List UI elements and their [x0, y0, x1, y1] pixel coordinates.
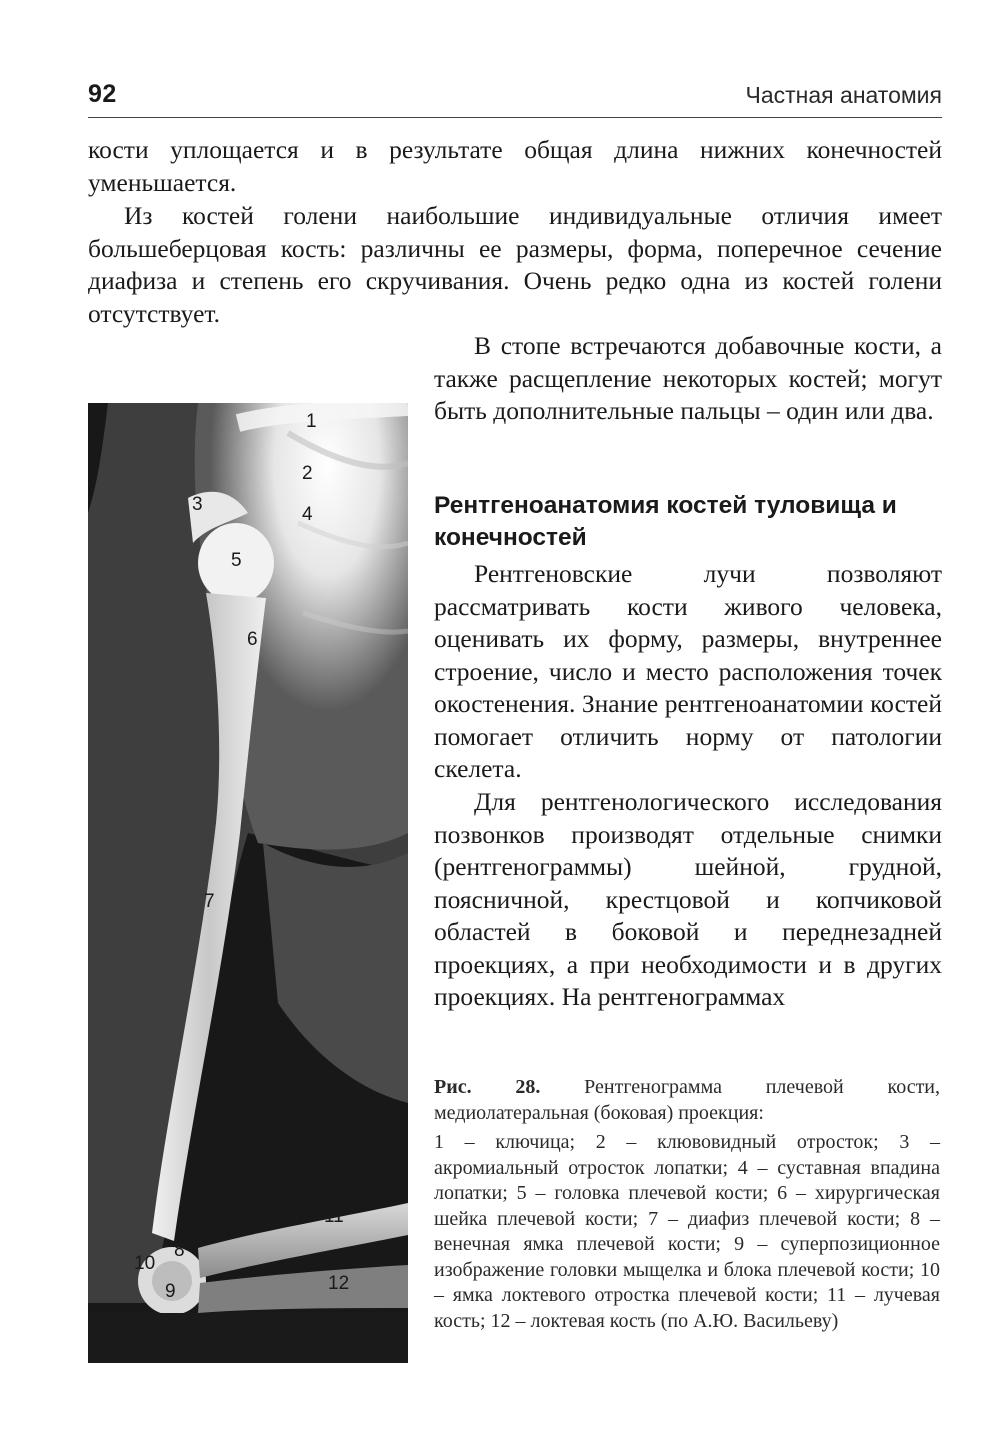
running-title: Частная анатомия [745, 82, 942, 108]
caption-subtitle: Рентгенограмма плечевой кости, медиолатеральная (боковая) проекция: [434, 1076, 941, 1124]
xray-label-5: 5 [231, 550, 242, 571]
xray-label-7: 7 [204, 891, 215, 912]
xray-label-10: 10 [134, 1253, 156, 1274]
caption-legend: 1 – ключица; 2 – клювовидный отросток; 3 – акромиальный отросток лопатки; 4 – суставная впадина лопатки; 5 – головка плечевой кости; 6 – хирургическая шейка плечевой кости; 7 – диафиз плечевой кости; 8 – венечная ямка плечевой кости; 9 – суперпозиционное изображение головки мыщелка и блока плечевой кости; 10 – ямка локтевого отростка плечевой кости; 11 – лучевая кость; 12 – локтевая кость (по А.Ю. Васильеву) [434, 1131, 940, 1332]
xray-drawing [88, 403, 408, 1363]
xray-label-4: 4 [302, 504, 313, 525]
xray-image [88, 403, 408, 1363]
xray-label-1: 1 [306, 411, 317, 432]
xray-label-9: 9 [165, 1281, 176, 1302]
paragraph-1: кости уплощается и в результате общая длина нижних конечностей уменьшается. [88, 135, 942, 197]
page-number: 92 [88, 80, 117, 108]
figure-caption [434, 1075, 940, 1334]
header-divider [88, 117, 942, 118]
paragraph-4: Рентгеновские лучи позволяют рассматривать кости живого человека, оценивать их форму, размеры, внутреннее строение, число и место расположения точек окостенения. Знание рентгеноанатомии костей помогает отличить норму от патологии скелета. [434, 559, 942, 783]
paragraph-2: Из костей голени наибольшие индивидуальные отличия имеет большеберцовая кость: различны ее размеры, форма, поперечное сечение диафиза и степень его скручивания. Очень редко одна из костей голени отсутствует. [88, 201, 942, 328]
xray-label-3: 3 [192, 494, 203, 515]
caption-heading [434, 1075, 940, 1126]
section-heading: Рентгеноанатомия костей туловища и конечностей [434, 492, 897, 551]
xray-label-12: 12 [328, 1273, 350, 1294]
xray-label-6: 6 [247, 629, 258, 650]
xray-label-11: 11 [324, 1206, 344, 1227]
paragraph-5: Для рентгенологического исследования позвонков производят отдельные снимки (рентгенограммы) шейной, грудной, поясничной, крестцовой и копчиковой областей в боковой и переднезадней проекциях, а при необходимости и в других проекциях. На рентгенограммах [434, 787, 942, 1011]
caption-title: Рис. 28. [434, 1076, 541, 1098]
paragraph-3: В стопе встречаются добавочные кости, а также расщепление некоторых костей; могут быть дополнительные пальцы – один или два. [434, 331, 942, 425]
xray-label-8: 8 [174, 1240, 185, 1261]
xray-label-2: 2 [302, 463, 313, 484]
